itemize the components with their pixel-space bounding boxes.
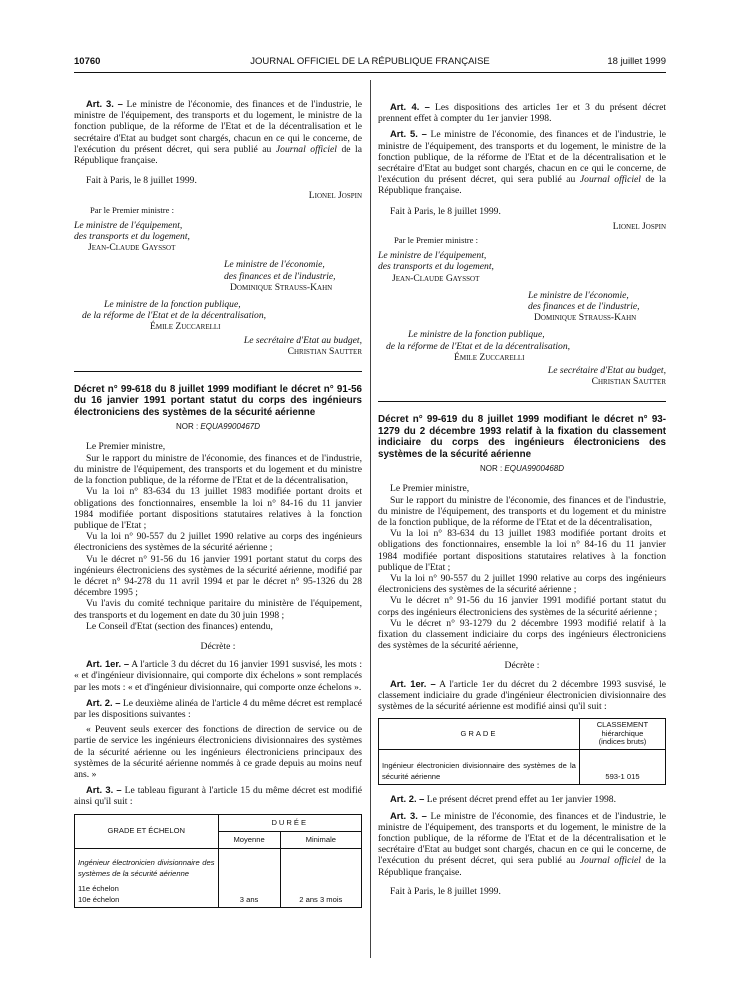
article-1: Art. 1er. – A l'article 3 du décret du 16 janvier 1991 susvisé, les mots : « et d'ingénieur divisionnaire, qui comporte dix échelons » sont remplacés par les mots : « et d'ingénieur divisionnaire, qui comporte onze échelons ». [74, 658, 362, 693]
nor-reference: NOR : EQUA9900467D [175, 422, 261, 432]
preamble-vu-4: Vu l'avis du comité technique paritaire du ministère de l'équipement, des transports et du logement en date du 30 juin 1998 ; [74, 598, 362, 621]
sig2-role: Le ministre de l'économie, [224, 259, 325, 271]
par-le-premier-ministre: Par le Premier ministre : [90, 204, 175, 215]
sig4-name: Christian Sautter [591, 376, 666, 388]
sig4-name: Christian Sautter [287, 345, 362, 357]
fait-a-paris: Fait à Paris, le 8 juillet 1999. [390, 205, 501, 217]
article-3b: Art. 3. – Le tableau figurant à l'article 15 du même décret est modifié ainsi qu'il suit : [74, 784, 363, 808]
preamble-vu-2: Vu la loi n° 90-557 du 2 juillet 1990 relative au corps des ingénieurs électroniciens des systèmes de la sécurité aérienne ; [378, 572, 666, 596]
th-moyenne: Moyenne [218, 831, 280, 848]
th-classement: CLASSEMENT hiérarchique (indices bruts) [579, 719, 665, 750]
sig2-name: Dominique Strauss-Kahn [230, 281, 333, 293]
left-column [74, 98, 362, 908]
page-number: 10760 [74, 56, 101, 67]
sig1-name: Jean-Claude Gayssot [88, 242, 176, 254]
nor-reference: NOR : EQUA9900468D [479, 464, 565, 474]
classement-table [378, 718, 666, 785]
sig1-role2: des transports et du logement, [74, 231, 190, 243]
decree-separator [74, 371, 362, 372]
signer-pm: Lionel Jospin [308, 190, 362, 202]
preamble-rapport: Sur le rapport du ministre de l'économie, des finances et de l'industrie, du ministre de l'équipement, des transports et du logement et du ministre de la fonction publique, de la réforme de l'Etat et de la décentralisation, [378, 494, 666, 528]
signatures [74, 190, 362, 357]
fait-a-paris: Fait à Paris, le 8 juillet 1999. [86, 175, 197, 187]
sig4-role: Le secrétaire d'Etat au budget, [243, 334, 362, 346]
journal-title: JOURNAL OFFICIEL DE LA RÉPUBLIQUE FRANÇAISE [250, 56, 490, 67]
header-rule [74, 72, 666, 73]
article-4: Art. 4. – Les dispositions des articles 1er et 3 du présent décret prennent effet à compter du 1er janvier 1998. [378, 101, 666, 125]
decree-title: Décret n° 99-619 du 8 juillet 1999 modifiant le décret n° 93-1279 du 2 décembre 1993 relatif à la fixation du classement indiciaire du corps des ingénieurs électroniciens des systèmes de la sécurité aérienne [378, 414, 666, 460]
article-2: Art. 2. – Le deuxième alinéa de l'article 4 du même décret est remplacé par les dispositions suivantes : [74, 696, 362, 720]
page-header [74, 56, 666, 72]
duree-table [74, 814, 362, 909]
decree-separator [378, 401, 666, 402]
article-2-quote: « Peuvent seuls exercer des fonctions de direction de service ou de partie de service les ingénieurs électroniciens divisionnaires des systèmes de la sécurité aérienne ou les ingénieurs électroniciens principaux des systèmes de la sécurité aérienne nommés à ce grade depuis au moins neuf ans. » [74, 724, 362, 780]
decrete: Décrète : [504, 660, 540, 672]
article-5: Art. 5. – Le ministre de l'économie, des finances et de l'industrie, le ministre de l'équipement, des transports et du logement, le ministre de la fonction publique, de la réforme de l'Etat et de la décentralisation et le secrétaire d'Etat au budget sont chargés, chacun en ce qui le concerne, de l'exécution du présent décret, qui sera publié au Journal officiel de la République française. [378, 128, 666, 197]
article-1: Art. 1er. – A l'article 1er du décret du 2 décembre 1993 susvisé, le classement indiciaire du grade d'ingénieur électronicien divisionnaire des systèmes de la sécurité aérienne est modifié ainsi qu'il suit : [378, 677, 666, 712]
issue-date: 18 juillet 1999 [607, 56, 666, 67]
preamble-vu-1: Vu la loi n° 83-634 du 13 juillet 1983 modifiée portant droits et obligations des fonctionnaires, ensemble la loi n° 84-16 du 11 janvier 1984 modifiée portant dispositions statutaires relatives à la fonction publique de l'Etat ; [74, 486, 362, 531]
preamble-conseil: Le Conseil d'Etat (section des finances) entendu, [86, 620, 273, 632]
preamble-vu-1: Vu la loi n° 83-634 du 13 juillet 1983 modifiée portant droits et obligations des fonctionnaires, ensemble la loi n° 84-16 du 11 janvier 1984 modifiée portant dispositions statutaires relatives à la fonction publique de l'Etat ; [378, 528, 666, 573]
sig2-role2: des finances et de l'industrie, [528, 301, 640, 313]
th-minimale: Minimale [280, 831, 361, 848]
signer-pm: Lionel Jospin [612, 220, 666, 232]
column-separator [370, 80, 371, 958]
article-2: Art. 2. – Le présent décret prend effet au 1er janvier 1998. [390, 793, 616, 806]
right-column [378, 101, 666, 897]
sig1-name: Jean-Claude Gayssot [392, 272, 480, 284]
sig3-role2: de la réforme de l'Etat et de la décentralisation, [386, 340, 571, 352]
article-3: Art. 3. – Le ministre de l'économie, des finances et de l'industrie, le ministre de l'équipement, des transports et du logement, le ministre de la fonction publique, de la réforme de l'Etat et de la décentralisation et le secrétaire d'Etat au budget sont chargés, chacun en ce qui le concerne, de l'exécution du présent décret, qui sera publié au Journal officiel de la République française. [378, 809, 666, 878]
sig2-name: Dominique Strauss-Kahn [534, 312, 637, 324]
sig2-role: Le ministre de l'économie, [528, 289, 629, 301]
sig1-role: Le ministre de l'équipement, [378, 250, 487, 262]
article-3: Art. 3. – Le ministre de l'économie, des finances et de l'industrie, le ministre de l'équipement, des transports et du logement, le ministre de la fonction publique, de la réforme de l'Etat et de la décentralisation et le secrétaire d'Etat au budget sont chargés, chacun en ce qui le concerne, de l'exécution du présent décret, qui sera publié au Journal officiel de la République française. [74, 98, 362, 167]
sig3-name: Émile Zuccarelli [454, 351, 525, 363]
sig3-name: Émile Zuccarelli [150, 321, 221, 333]
decree-title: Décret n° 99-618 du 8 juillet 1999 modifiant le décret n° 91-56 du 16 janvier 1991 portant statut du corps des ingénieurs électroniciens des systèmes de la sécurité aérienne [74, 384, 362, 418]
preamble-pm: Le Premier ministre, [86, 441, 166, 453]
sig1-role: Le ministre de l'équipement, [74, 219, 183, 231]
fait-a-paris-2: Fait à Paris, le 8 juillet 1999. [390, 885, 501, 897]
sig3-role: Le ministre de la fonction publique, [104, 299, 241, 311]
sig3-role2: de la réforme de l'Etat et de la décentralisation, [82, 310, 267, 322]
table-row: Ingénieur électronicien divisionnaire des systèmes de la sécurité aérienne 593-1 015 [379, 749, 666, 784]
preamble-vu-3: Vu le décret n° 91-56 du 16 janvier 1991 modifié portant statut du corps des ingénieurs électroniciens des systèmes de la sécurité aérienne ; [378, 595, 666, 618]
table-row: Ingénieur électronicien divisionnaire des systèmes de la sécurité aérienne 11e échelon 10e échelon 3 ans 2 ans 3 mois [75, 848, 362, 908]
preamble-vu-3: Vu le décret n° 91-56 du 16 janvier 1991 portant statut du corps des ingénieurs électroniciens des systèmes de la sécurité aérienne, modifié par le décret n° 94-278 du 11 avril 1994 et par le décret n° 95-1326 du 28 décembre 1995 ; [74, 553, 362, 599]
th-duree: DURÉE [218, 814, 362, 831]
preamble-vu-4: Vu le décret n° 93-1279 du 2 décembre 1993 modifié relatif à la fixation du classement indiciaire du corps des ingénieurs électroniciens des systèmes de la sécurité aérienne, [378, 617, 666, 652]
par-le-premier-ministre: Par le Premier ministre : [394, 235, 479, 246]
sig4-role: Le secrétaire d'Etat au budget, [547, 365, 666, 377]
preamble-vu-2: Vu la loi n° 90-557 du 2 juillet 1990 relative au corps des ingénieurs électroniciens des systèmes de la sécurité aérienne ; [74, 531, 362, 554]
decrete: Décrète : [200, 640, 236, 652]
sig1-role2: des transports et du logement, [378, 261, 494, 273]
preamble-pm: Le Premier ministre, [390, 483, 470, 495]
sig3-role: Le ministre de la fonction publique, [408, 329, 545, 341]
th-grade-echelon: GRADE ET ÉCHELON [75, 814, 219, 848]
preamble-rapport: Sur le rapport du ministre de l'économie, des finances et de l'industrie, du ministre de l'équipement, des transports et du logement et du ministre de la fonction publique, de la réforme de l'Etat et de la décentralisation, [74, 452, 362, 487]
signatures [378, 221, 666, 388]
th-grade: GRADE [379, 719, 580, 750]
sig2-role2: des finances et de l'industrie, [224, 270, 336, 282]
